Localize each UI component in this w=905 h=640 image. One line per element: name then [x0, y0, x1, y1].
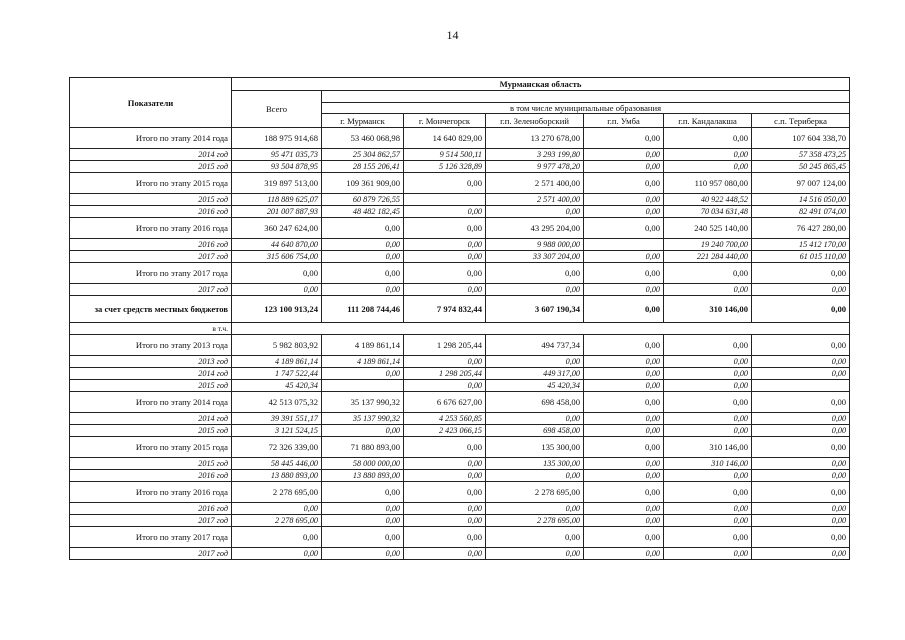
- value-cell: 2 571 400,00: [486, 194, 584, 206]
- value-cell: 0,00: [752, 527, 850, 548]
- row-label: 2015 год: [70, 425, 232, 437]
- value-cell: 0,00: [664, 470, 752, 482]
- value-cell: 71 880 893,00: [322, 437, 404, 458]
- value-cell: 0,00: [584, 149, 664, 161]
- row-label: Итого по этапу 2015 года: [70, 173, 232, 194]
- value-cell: 1 298 205,44: [404, 335, 486, 356]
- header-total: Всего: [232, 91, 322, 128]
- value-cell: 0,00: [664, 425, 752, 437]
- value-cell: 0,00: [752, 263, 850, 284]
- value-cell: 0,00: [664, 515, 752, 527]
- row-label: 2017 год: [70, 515, 232, 527]
- value-cell: 111 208 744,46: [322, 296, 404, 323]
- value-cell: 221 284 440,00: [664, 251, 752, 263]
- value-cell: 0,00: [584, 458, 664, 470]
- value-cell: 1 298 205,44: [404, 368, 486, 380]
- value-cell: 0,00: [752, 458, 850, 470]
- value-cell: 7 974 832,44: [404, 296, 486, 323]
- value-cell: 0,00: [664, 128, 752, 149]
- table-row: [70, 392, 850, 413]
- row-label: 2015 год: [70, 380, 232, 392]
- table-row: [70, 335, 850, 356]
- value-cell: 57 358 473,25: [752, 149, 850, 161]
- value-cell: 0,00: [486, 263, 584, 284]
- value-cell: 0,00: [486, 527, 584, 548]
- value-cell: 0,00: [584, 503, 664, 515]
- table-row: [70, 161, 850, 173]
- table-row: [70, 284, 850, 296]
- value-cell: 0,00: [664, 527, 752, 548]
- value-cell: 0,00: [584, 437, 664, 458]
- value-cell: 0,00: [584, 296, 664, 323]
- value-cell: 58 445 446,00: [232, 458, 322, 470]
- value-cell: 28 155 206,41: [322, 161, 404, 173]
- value-cell: 45 420,34: [486, 380, 584, 392]
- header-municipality: г. Мурманск: [322, 114, 404, 128]
- value-cell: 0,00: [664, 482, 752, 503]
- row-label: Итого по этапу 2015 года: [70, 437, 232, 458]
- value-cell: 319 897 513,00: [232, 173, 322, 194]
- value-cell: 698 458,00: [486, 392, 584, 413]
- value-cell: 0,00: [404, 380, 486, 392]
- value-cell: 0,00: [752, 515, 850, 527]
- value-cell: 0,00: [486, 206, 584, 218]
- value-cell: 1 747 522,44: [232, 368, 322, 380]
- value-cell: 9 988 000,00: [486, 239, 584, 251]
- header-region: Мурманская область: [232, 78, 850, 91]
- value-cell: 0,00: [322, 239, 404, 251]
- value-cell: 0,00: [584, 470, 664, 482]
- value-cell: 13 270 678,00: [486, 128, 584, 149]
- value-cell: 0,00: [404, 527, 486, 548]
- value-cell: 0,00: [664, 161, 752, 173]
- row-label: Итого по этапу 2014 года: [70, 392, 232, 413]
- row-label: Итого по этапу 2013 года: [70, 335, 232, 356]
- table-row: [70, 470, 850, 482]
- value-cell: 60 879 726,55: [322, 194, 404, 206]
- value-cell: 14 640 829,00: [404, 128, 486, 149]
- value-cell: 698 458,00: [486, 425, 584, 437]
- row-label: 2014 год: [70, 413, 232, 425]
- value-cell: 2 278 695,00: [486, 482, 584, 503]
- value-cell: [584, 239, 664, 251]
- value-cell: 0,00: [584, 251, 664, 263]
- value-cell: 0,00: [584, 515, 664, 527]
- value-cell: 0,00: [584, 206, 664, 218]
- value-cell: 2 278 695,00: [232, 482, 322, 503]
- value-cell: 188 975 914,68: [232, 128, 322, 149]
- value-cell: 0,00: [584, 527, 664, 548]
- value-cell: 310 146,00: [664, 437, 752, 458]
- value-cell: 0,00: [752, 503, 850, 515]
- value-cell: 0,00: [584, 356, 664, 368]
- value-cell: 5 982 803,92: [232, 335, 322, 356]
- row-label: 2016 год: [70, 503, 232, 515]
- value-cell: 0,00: [322, 548, 404, 560]
- value-cell: 0,00: [752, 392, 850, 413]
- value-cell: 0,00: [584, 413, 664, 425]
- value-cell: 0,00: [584, 263, 664, 284]
- value-cell: 0,00: [752, 356, 850, 368]
- value-cell: 0,00: [664, 284, 752, 296]
- value-cell: 0,00: [584, 284, 664, 296]
- value-cell: 33 307 204,00: [486, 251, 584, 263]
- table-row: [70, 515, 850, 527]
- value-cell: 0,00: [404, 284, 486, 296]
- table-header: [70, 78, 850, 128]
- table-row: [70, 218, 850, 239]
- table-row: [70, 323, 850, 335]
- header-municipality: г.п. Кандалакша: [664, 114, 752, 128]
- row-label: 2015 год: [70, 194, 232, 206]
- row-label: 2016 год: [70, 470, 232, 482]
- value-cell: 53 460 068,98: [322, 128, 404, 149]
- row-label: 2013 год: [70, 356, 232, 368]
- value-cell: 0,00: [752, 548, 850, 560]
- row-label: 2014 год: [70, 149, 232, 161]
- value-cell: 135 300,00: [486, 458, 584, 470]
- row-label: за счет средств местных бюджетов: [70, 296, 232, 323]
- value-cell: 3 121 524,15: [232, 425, 322, 437]
- table-row: [70, 149, 850, 161]
- value-cell: 0,00: [322, 527, 404, 548]
- row-label: Итого по этапу 2016 года: [70, 482, 232, 503]
- value-cell: 107 604 338,70: [752, 128, 850, 149]
- value-cell: 58 000 000,00: [322, 458, 404, 470]
- value-cell: 0,00: [404, 239, 486, 251]
- header-municipality: г.п. Зеленоборский: [486, 114, 584, 128]
- value-cell: 14 516 050,00: [752, 194, 850, 206]
- value-cell: 48 482 182,45: [322, 206, 404, 218]
- value-cell: 72 326 339,00: [232, 437, 322, 458]
- value-cell: 0,00: [404, 263, 486, 284]
- value-cell: 201 007 887,93: [232, 206, 322, 218]
- row-label: Итого по этапу 2016 года: [70, 218, 232, 239]
- value-cell: 13 880 893,00: [232, 470, 322, 482]
- value-cell: 0,00: [322, 368, 404, 380]
- value-cell: 0,00: [404, 470, 486, 482]
- table-row: [70, 503, 850, 515]
- value-cell: 0,00: [752, 284, 850, 296]
- value-cell: 123 100 913,24: [232, 296, 322, 323]
- value-cell: 0,00: [584, 368, 664, 380]
- value-cell: 0,00: [584, 380, 664, 392]
- value-cell: [322, 380, 404, 392]
- value-cell: 0,00: [322, 263, 404, 284]
- value-cell: 0,00: [404, 458, 486, 470]
- table-row: [70, 251, 850, 263]
- value-cell: 0,00: [404, 206, 486, 218]
- value-cell: 61 015 110,00: [752, 251, 850, 263]
- value-cell: 0,00: [584, 392, 664, 413]
- value-cell: 0,00: [322, 515, 404, 527]
- value-cell: 0,00: [322, 425, 404, 437]
- budget-table: [69, 77, 850, 560]
- row-label: 2017 год: [70, 251, 232, 263]
- value-cell: 2 278 695,00: [486, 515, 584, 527]
- value-cell: 93 504 878,95: [232, 161, 322, 173]
- table-row: [70, 296, 850, 323]
- value-cell: 50 245 865,45: [752, 161, 850, 173]
- value-cell: 6 676 627,00: [404, 392, 486, 413]
- table-row: [70, 239, 850, 251]
- row-label: 2016 год: [70, 239, 232, 251]
- table-row: [70, 380, 850, 392]
- table-row: [70, 128, 850, 149]
- value-cell: 4 189 861,14: [322, 356, 404, 368]
- value-cell: 0,00: [664, 263, 752, 284]
- empty-cell: [232, 323, 850, 335]
- value-cell: 0,00: [584, 161, 664, 173]
- value-cell: 0,00: [752, 413, 850, 425]
- value-cell: 0,00: [752, 368, 850, 380]
- row-label: 2014 год: [70, 368, 232, 380]
- row-label: в т.ч.: [70, 323, 232, 335]
- value-cell: 0,00: [584, 425, 664, 437]
- value-cell: 35 137 990,32: [322, 392, 404, 413]
- value-cell: 0,00: [404, 173, 486, 194]
- value-cell: 0,00: [232, 263, 322, 284]
- value-cell: 109 361 909,00: [322, 173, 404, 194]
- value-cell: 0,00: [664, 503, 752, 515]
- value-cell: 0,00: [664, 335, 752, 356]
- value-cell: 97 007 124,00: [752, 173, 850, 194]
- value-cell: 0,00: [584, 218, 664, 239]
- value-cell: 0,00: [584, 482, 664, 503]
- value-cell: 449 317,00: [486, 368, 584, 380]
- value-cell: 0,00: [664, 356, 752, 368]
- value-cell: 0,00: [322, 284, 404, 296]
- value-cell: [404, 194, 486, 206]
- value-cell: 39 391 551,17: [232, 413, 322, 425]
- value-cell: 13 880 893,00: [322, 470, 404, 482]
- value-cell: 0,00: [584, 194, 664, 206]
- value-cell: 2 571 400,00: [486, 173, 584, 194]
- value-cell: 0,00: [584, 173, 664, 194]
- value-cell: 70 034 631,48: [664, 206, 752, 218]
- value-cell: 0,00: [404, 548, 486, 560]
- value-cell: 0,00: [486, 503, 584, 515]
- table-row: [70, 206, 850, 218]
- value-cell: 0,00: [752, 482, 850, 503]
- row-label: Итого по этапу 2014 года: [70, 128, 232, 149]
- row-label: 2015 год: [70, 458, 232, 470]
- table-row: [70, 458, 850, 470]
- value-cell: 44 640 870,00: [232, 239, 322, 251]
- value-cell: 0,00: [752, 335, 850, 356]
- value-cell: 240 525 140,00: [664, 218, 752, 239]
- value-cell: 0,00: [664, 413, 752, 425]
- value-cell: 118 889 625,07: [232, 194, 322, 206]
- value-cell: 0,00: [752, 437, 850, 458]
- value-cell: 15 412 170,00: [752, 239, 850, 251]
- table-row: [70, 368, 850, 380]
- value-cell: 0,00: [584, 548, 664, 560]
- value-cell: 0,00: [404, 437, 486, 458]
- value-cell: 110 957 080,00: [664, 173, 752, 194]
- value-cell: 0,00: [486, 470, 584, 482]
- value-cell: 95 471 035,73: [232, 149, 322, 161]
- value-cell: 9 977 478,20: [486, 161, 584, 173]
- header-including: в том числе муниципальные образования: [322, 103, 850, 114]
- table-body: [70, 128, 850, 560]
- value-cell: 4 189 861,14: [232, 356, 322, 368]
- value-cell: 0,00: [664, 392, 752, 413]
- value-cell: 0,00: [584, 335, 664, 356]
- value-cell: 0,00: [486, 356, 584, 368]
- header-municipality: с.п. Териберка: [752, 114, 850, 128]
- value-cell: 3 293 199,80: [486, 149, 584, 161]
- row-label: 2017 год: [70, 284, 232, 296]
- value-cell: 35 137 990,32: [322, 413, 404, 425]
- table-row: [70, 527, 850, 548]
- value-cell: 4 253 560,85: [404, 413, 486, 425]
- value-cell: 0,00: [664, 149, 752, 161]
- table-row: [70, 548, 850, 560]
- value-cell: 0,00: [404, 218, 486, 239]
- page-number: 14: [446, 28, 459, 42]
- header-municipality: г.п. Умба: [584, 114, 664, 128]
- value-cell: 45 420,34: [232, 380, 322, 392]
- value-cell: 0,00: [232, 284, 322, 296]
- row-label: 2017 год: [70, 548, 232, 560]
- value-cell: 0,00: [486, 284, 584, 296]
- value-cell: 0,00: [322, 482, 404, 503]
- value-cell: 135 300,00: [486, 437, 584, 458]
- value-cell: 19 240 700,00: [664, 239, 752, 251]
- value-cell: 0,00: [486, 548, 584, 560]
- value-cell: [752, 380, 850, 392]
- value-cell: 4 189 861,14: [322, 335, 404, 356]
- value-cell: 0,00: [404, 503, 486, 515]
- value-cell: 0,00: [664, 380, 752, 392]
- value-cell: 42 513 075,32: [232, 392, 322, 413]
- value-cell: 494 737,34: [486, 335, 584, 356]
- value-cell: 76 427 280,00: [752, 218, 850, 239]
- value-cell: 0,00: [404, 482, 486, 503]
- table-row: [70, 437, 850, 458]
- table-row: [70, 263, 850, 284]
- value-cell: 82 491 074,00: [752, 206, 850, 218]
- row-label: 2016 год: [70, 206, 232, 218]
- value-cell: 310 146,00: [664, 296, 752, 323]
- value-cell: 3 607 190,34: [486, 296, 584, 323]
- header-municipality: г. Мончегорск: [404, 114, 486, 128]
- table-row: [70, 425, 850, 437]
- table-row: [70, 356, 850, 368]
- value-cell: 0,00: [752, 470, 850, 482]
- row-label: 2015 год: [70, 161, 232, 173]
- value-cell: 0,00: [232, 548, 322, 560]
- value-cell: 0,00: [232, 527, 322, 548]
- table-row: [70, 482, 850, 503]
- table-row: [70, 173, 850, 194]
- value-cell: 315 606 754,00: [232, 251, 322, 263]
- value-cell: 360 247 624,00: [232, 218, 322, 239]
- row-label: Итого по этапу 2017 года: [70, 263, 232, 284]
- value-cell: 310 146,00: [664, 458, 752, 470]
- value-cell: 25 304 862,57: [322, 149, 404, 161]
- value-cell: 40 922 448,52: [664, 194, 752, 206]
- table-row: [70, 194, 850, 206]
- value-cell: 0,00: [664, 548, 752, 560]
- value-cell: 5 126 328,89: [404, 161, 486, 173]
- row-label: Итого по этапу 2017 года: [70, 527, 232, 548]
- value-cell: 0,00: [404, 251, 486, 263]
- value-cell: 2 423 066,15: [404, 425, 486, 437]
- value-cell: 0,00: [752, 425, 850, 437]
- value-cell: 0,00: [752, 296, 850, 323]
- table-row: [70, 413, 850, 425]
- value-cell: 43 295 204,00: [486, 218, 584, 239]
- value-cell: 0,00: [584, 128, 664, 149]
- value-cell: 0,00: [322, 251, 404, 263]
- value-cell: 0,00: [664, 368, 752, 380]
- value-cell: 2 278 695,00: [232, 515, 322, 527]
- value-cell: 0,00: [322, 503, 404, 515]
- header-indicators: Показатели: [70, 78, 232, 128]
- value-cell: 0,00: [232, 503, 322, 515]
- value-cell: 9 514 500,11: [404, 149, 486, 161]
- value-cell: 0,00: [322, 218, 404, 239]
- value-cell: 0,00: [404, 356, 486, 368]
- value-cell: 0,00: [486, 413, 584, 425]
- value-cell: 0,00: [404, 515, 486, 527]
